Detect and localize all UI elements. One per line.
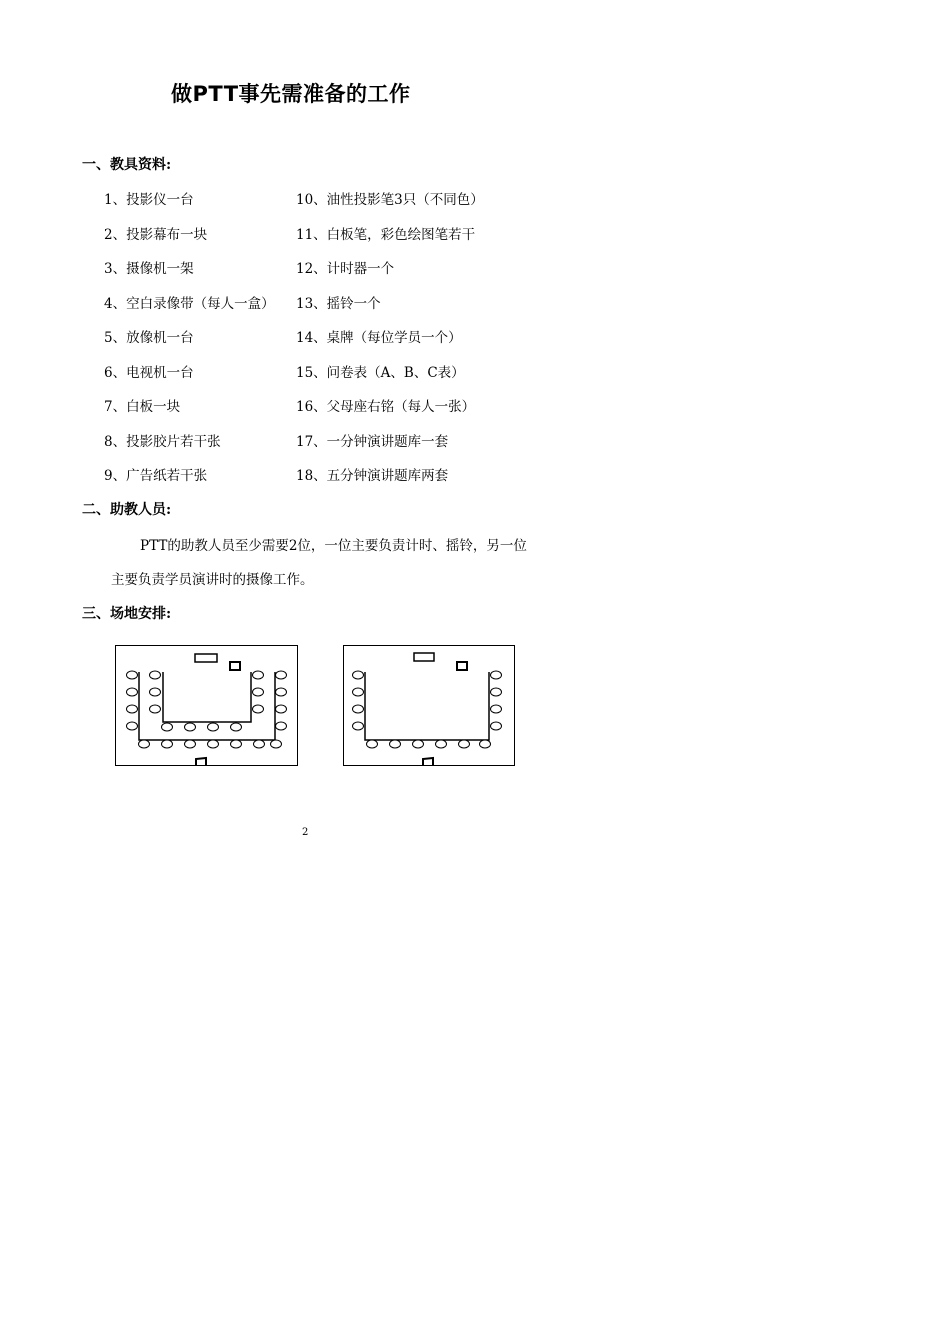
projector-icon (230, 662, 240, 670)
list-item: 18、五分钟演讲题库两套 (296, 468, 449, 484)
list-item: 5、放像机一台 (104, 330, 194, 346)
section-heading-materials: 一、教具资料: (82, 157, 172, 173)
list-item: 14、桌牌（每位学员一个） (296, 330, 462, 346)
list-item: 15、问卷表（A、B、C表） (296, 365, 465, 381)
list-item: 16、父母座右铭（每人一张） (296, 399, 476, 415)
room-layout-diagram-2 (342, 644, 517, 768)
list-item: 4、空白录像带（每人一盒） (104, 296, 275, 312)
list-item: 12、计时器一个 (296, 261, 395, 277)
section-heading-venue: 三、场地安排: (82, 606, 172, 622)
list-item: 3、摄像机一架 (104, 261, 194, 277)
section-heading-assistants: 二、助教人员: (82, 502, 172, 518)
assistant-paragraph-line1: PTT的助教人员至少需要2位，一位主要负责计时、摇铃，另一位 (140, 538, 527, 554)
list-item: 11、白板笔，彩色绘图笔若干 (296, 227, 476, 243)
assistant-paragraph-line2: 主要负责学员演讲时的摄像工作。 (111, 572, 314, 588)
page-title: 做PTT事先需准备的工作 (171, 82, 411, 106)
camera-icon (196, 758, 206, 766)
list-item: 1、投影仪一台 (104, 192, 194, 208)
list-item: 9、广告纸若干张 (104, 468, 208, 484)
list-item: 6、电视机一台 (104, 365, 194, 381)
list-item: 17、一分钟演讲题库一套 (296, 434, 449, 450)
camera-icon (423, 758, 433, 766)
list-item: 10、油性投影笔3只（不同色） (296, 192, 484, 208)
screen-icon (195, 654, 217, 662)
projector-icon (457, 662, 467, 670)
list-item: 8、投影胶片若干张 (104, 434, 221, 450)
room-layout-diagram-1 (114, 644, 300, 768)
page-number: 2 (302, 827, 309, 838)
list-item: 2、投影幕布一块 (104, 227, 208, 243)
screen-icon (414, 653, 434, 661)
list-item: 7、白板一块 (104, 399, 181, 415)
list-item: 13、摇铃一个 (296, 296, 381, 312)
